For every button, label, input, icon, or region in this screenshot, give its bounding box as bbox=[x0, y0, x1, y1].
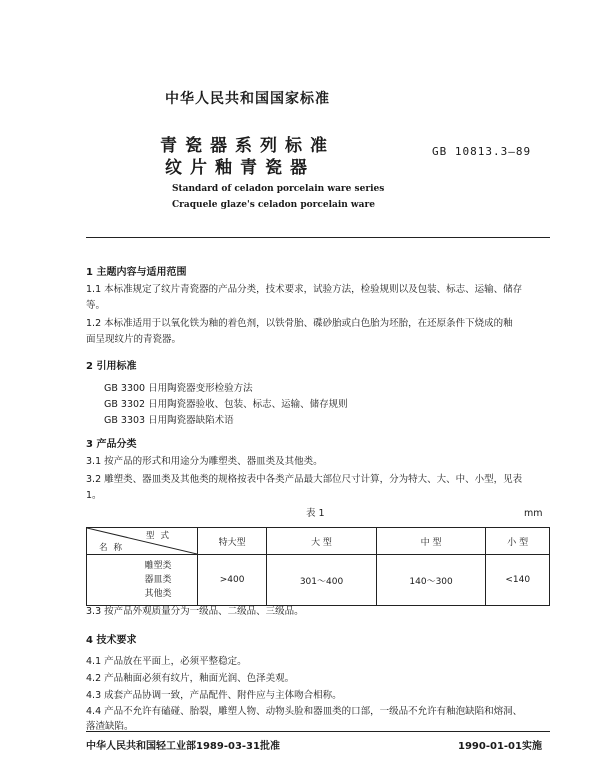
clause-4-4-line2: 落渣缺陷。 bbox=[86, 721, 134, 732]
header-extra-large: 特大型 bbox=[198, 528, 267, 555]
category-other: 其他类 bbox=[144, 589, 172, 599]
table-unit: mm bbox=[524, 508, 543, 519]
clause-1-2-line1: 1.2 本标准适用于以氧化铁为釉的着色剂，以铁骨胎、碟砂胎或白色胎为坯胎，在还原条件下烧成的釉 bbox=[86, 318, 513, 329]
header-large: 大 型 bbox=[267, 528, 377, 555]
english-title-line2: Craquele glaze's celadon porcelain ware bbox=[172, 200, 375, 210]
table-corner-cell bbox=[87, 528, 198, 555]
clause-4-3: 4.3 成套产品协调一致，产品配件、附件应与主体吻合相称。 bbox=[86, 690, 342, 701]
clause-3-2-line2: 1。 bbox=[86, 490, 102, 501]
table-caption: 表 1 bbox=[306, 508, 325, 519]
clause-4-1: 4.1 产品放在平面上，必须平整稳定。 bbox=[86, 656, 247, 667]
reference-item: GB 3300 日用陶瓷器变形检验方法 bbox=[104, 383, 253, 394]
standard-number: GB 10813.3—89 bbox=[432, 145, 532, 158]
title-product: 纹片釉青瓷器 bbox=[165, 158, 315, 178]
corner-type-label: 型式 bbox=[145, 531, 175, 541]
value-extra-large: >400 bbox=[198, 555, 267, 606]
approval-date: 中华人民共和国轻工业部1989-03-31批准 bbox=[86, 741, 280, 752]
section-1-title: 1 主题内容与适用范围 bbox=[86, 267, 187, 278]
section-2-title: 2 引用标准 bbox=[86, 361, 137, 372]
clause-3-2-line1: 3.2 雕塑类、器皿类及其他类的规格按表中各类产品最大部位尺寸计算，分为特大、大、中、小型，见表 bbox=[86, 474, 523, 485]
clause-3-1: 3.1 按产品的形式和用途分为雕塑类、器皿类及其他类。 bbox=[86, 456, 323, 467]
table-row bbox=[87, 555, 550, 606]
section-3-title: 3 产品分类 bbox=[86, 439, 137, 450]
table-header-row bbox=[87, 528, 550, 555]
value-small: <140 bbox=[486, 555, 550, 606]
reference-item: GB 3303 日用陶瓷器缺陷术语 bbox=[104, 415, 234, 426]
corner-name-label: 名称 bbox=[99, 543, 129, 553]
clause-4-4-line1: 4.4 产品不允许有磕碰、胎裂，雕塑人物、动物头脸和器皿类的口部，一级品不允许有釉泡缺陷和熔洞、 bbox=[86, 706, 523, 717]
clause-1-1-line2: 等。 bbox=[86, 300, 106, 311]
title-series: 青瓷器系列标准 bbox=[160, 136, 335, 156]
clause-1-2-line2: 面呈现纹片的青瓷器。 bbox=[86, 334, 182, 345]
implementation-date: 1990-01-01实施 bbox=[458, 741, 542, 752]
national-standard-header: 中华人民共和国国家标准 bbox=[165, 91, 330, 107]
clause-1-1-line1: 1.1 本标准规定了纹片青瓷器的产品分类，技术要求，试验方法，检验规则以及包装、标志、运输、储存 bbox=[86, 284, 523, 295]
reference-item: GB 3302 日用陶瓷器验收、包装、标志、运输、储存规则 bbox=[104, 399, 348, 410]
clause-3-3: 3.3 按产品外观质量分为一级品、二级品、三级品。 bbox=[86, 606, 304, 617]
section-4-title: 4 技术要求 bbox=[86, 635, 137, 646]
category-sculpture: 雕塑类 bbox=[144, 561, 172, 571]
header-small: 小 型 bbox=[486, 528, 550, 555]
category-vessel: 器皿类 bbox=[144, 575, 172, 585]
header-medium: 中 型 bbox=[376, 528, 486, 555]
footer-rule bbox=[86, 731, 550, 732]
english-title-line1: Standard of celadon porcelain ware series bbox=[172, 184, 385, 194]
header-rule bbox=[86, 237, 550, 238]
clause-4-2: 4.2 产品釉面必须有纹片，釉面光润、色泽美观。 bbox=[86, 673, 295, 684]
value-medium: 140～300 bbox=[376, 555, 486, 606]
size-classification-table bbox=[86, 527, 550, 606]
category-list bbox=[87, 555, 198, 606]
value-large: 301～400 bbox=[267, 555, 377, 606]
